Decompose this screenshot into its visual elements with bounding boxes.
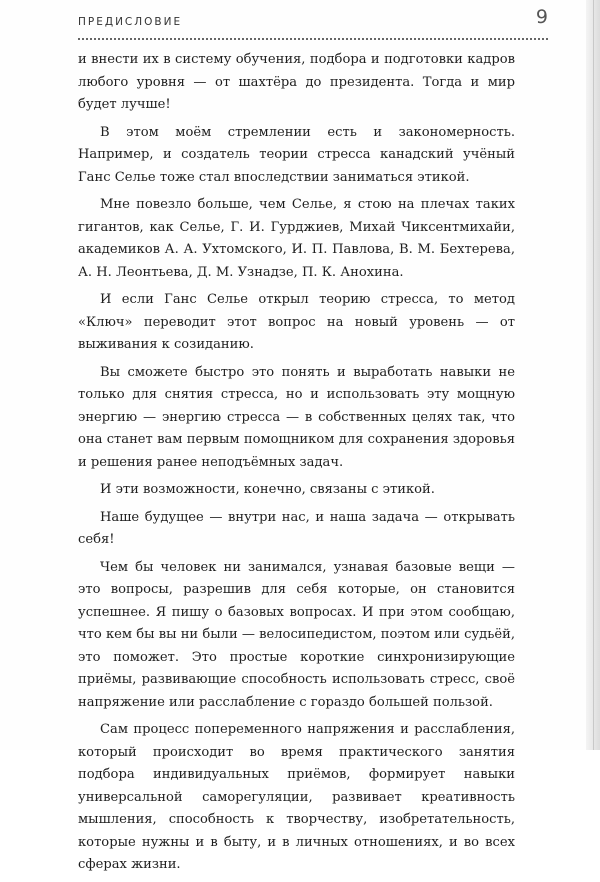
paragraph: и внести их в систему обучения, подбора и подготовки кадров любого уровня — от шахтёра до президента. Тогда и мир будет лучше! bbox=[78, 52, 515, 112]
section-title: ПРЕДИСЛОВИЕ bbox=[78, 16, 183, 28]
paragraph: Сам процесс попеременного напряжения и расслабления, который происходит во время практического занятия подбора индивидуальных приёмов, формирует навыки универсальной саморегуляции, развивает креативность мышления, способность к творчеству, изобретательность, которые нужны и в быту, и в личных отношениях, и во всех сферах жизни. bbox=[78, 722, 515, 872]
paragraph: В этом моём стремлении есть и закономерность. Например, и создатель теории стресса канадский учёный Ганс Селье тоже стал впоследствии заниматься этикой. bbox=[78, 124, 515, 185]
paragraph: Мне повезло больше, чем Селье, я стою на плечах таких гигантов, как Селье, Г. И. Гурджиев, Михай Чиксентмихайи, академиков А. А. Ухтомского, И. П. Павлова, В. М. Бехтерева, А. Н. Леонтьева, Д. М. Узнадзе, П. К. Анохина. bbox=[78, 197, 515, 280]
dotted-header-rule bbox=[78, 38, 548, 40]
page-edge-line bbox=[593, 0, 594, 750]
paragraph: И эти возможности, конечно, связаны с этикой. bbox=[100, 482, 435, 497]
paragraph: Чем бы человек ни занимался, узнавая базовые вещи — это вопросы, разрешив для себя которые, он становится успешнее. Я пишу о базовых вопросах. И при этом сообщаю, что кем бы вы ни были — велосипедистом, поэтом или судьёй, это поможет. Это простые короткие синхронизирующие приёмы, развивающие способность использовать стресс, своё напряжение или расслабление с гораздо большей пользой. bbox=[78, 559, 515, 710]
running-header bbox=[78, 6, 548, 40]
paragraph: И если Ганс Селье открыл теорию стресса, то метод «Ключ» переводит этот вопрос на новый уровень — от выживания к созиданию. bbox=[78, 292, 515, 352]
paragraph: Наше будущее — внутри нас, и наша задача — открывать себя! bbox=[78, 509, 515, 547]
page-number: 9 bbox=[535, 6, 548, 28]
page-body bbox=[78, 49, 515, 882]
paragraph: Вы сможете быстро это понять и выработать навыки не только для снятия стресса, но и использовать эту мощную энергию — энергию стресса — в собственных целях так, что она станет вам первым помощником для сохранения здоровья и решения ранее неподъёмных задач. bbox=[78, 364, 515, 470]
